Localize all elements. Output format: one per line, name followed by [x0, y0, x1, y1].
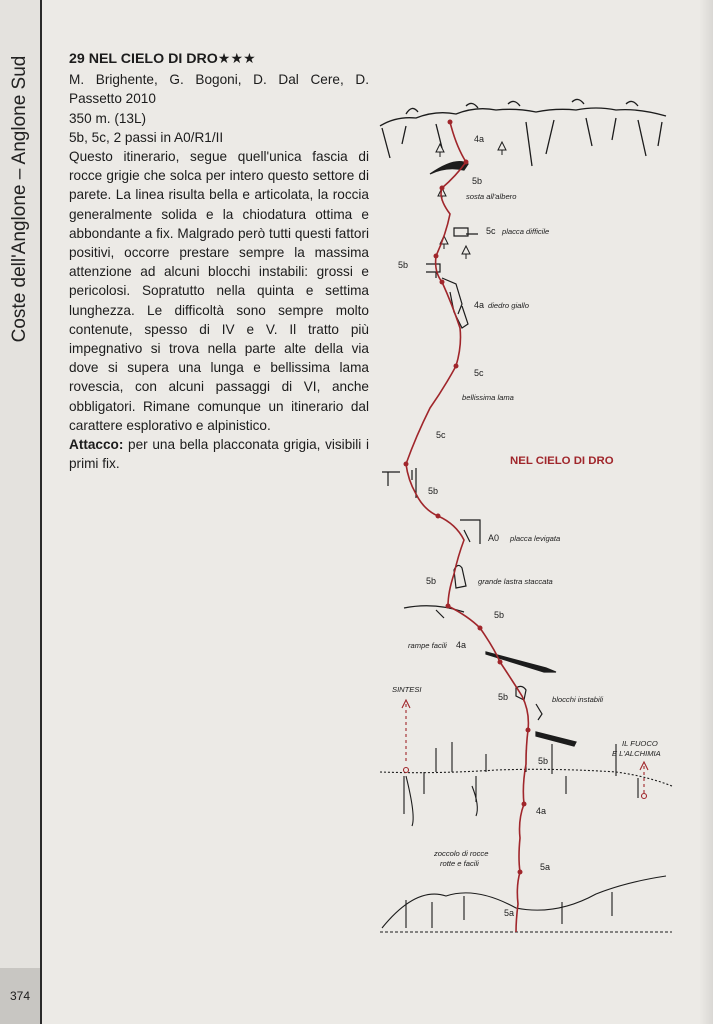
- attack-label: Attacco:: [69, 437, 124, 453]
- grade-label: 5b: [498, 692, 509, 702]
- grade-label: A0: [488, 533, 500, 543]
- annotation-zoccolo-line2: rotte e facili: [440, 859, 479, 868]
- grade-label: 5c: [474, 368, 484, 378]
- grade-label: 5a: [540, 862, 551, 872]
- rock-features: [382, 162, 576, 746]
- grade-label: 4a: [474, 300, 485, 310]
- page-number: 374: [0, 968, 40, 1024]
- base-terrain: [380, 876, 672, 932]
- page-curl-shadow: [699, 0, 713, 1024]
- route-grades: 5b, 5c, 2 passi in A0/R1/II: [69, 129, 224, 145]
- side-title-text: Coste dell'Anglone – Anglone Sud: [9, 55, 30, 343]
- grade-label: 5b: [472, 176, 483, 186]
- route-authors: M. Brighente, G. Bogoni, D. Dal Cere, D. Passetto 2010: [69, 72, 369, 107]
- attack-text: per una bella placconata grigia, visibili i primi fix.: [69, 437, 369, 472]
- grade-label: 5b: [398, 260, 409, 270]
- grade-label: 5b: [426, 576, 437, 586]
- route-length: 350 m. (13L): [69, 110, 147, 126]
- side-route-sintesi: [402, 700, 410, 773]
- route-title: [69, 50, 369, 69]
- annotation-fuoco-line2: E L'ALCHIMIA: [612, 749, 661, 758]
- annotation-fuoco-line1: IL FUOCO: [622, 739, 658, 748]
- grade-label: 5c: [436, 430, 446, 440]
- topo-route-name: NEL CIELO DI DRO: [510, 455, 614, 467]
- grade-label: 5c: [486, 226, 496, 236]
- grade-label: 5a: [504, 908, 515, 918]
- grade-label: 5b: [538, 756, 549, 766]
- side-route-fuoco: [640, 762, 648, 799]
- grade-label: 5b: [428, 486, 439, 496]
- annotation-placca-levigata: placca levigata: [510, 534, 561, 543]
- annotation-bellissima-lama: bellissima lama: [462, 393, 514, 402]
- summit-crest: [380, 99, 666, 166]
- annotation-zoccolo-line1: zoccolo di rocce: [434, 849, 489, 858]
- route-description-column: [69, 50, 369, 473]
- annotation-rampe-facili: rampe facili: [408, 641, 447, 650]
- annotation-blocchi-instabili: blocchi instabili: [552, 695, 604, 704]
- annotation-sintesi: SINTESI: [392, 685, 422, 694]
- pitch-grades: [398, 134, 550, 918]
- route-topo-diagram: [376, 96, 676, 941]
- annotation-grande-lastra: grande lastra staccata: [478, 577, 553, 586]
- route-description: Questo itinerario, segue quell'unica fascia di rocce grigie che solca per intero questo settore di parete. La linea risulta bella e articolata, la roccia generalmente solida e la chiodatura ottima e abbondante a fix. Malgrado però tutti questi fattori positivi, occorre prestare sempre la massima attenzione ad alcuni blocchi instabili: grossi e pericolosi. Sopratutto nella quinta e settima lunghezza. Le difficoltà sono sempre molto contenute, spesso di IV e V. Il tratto più impegnativo si trova nella parte alte della via dove si supera una lunga e bellissima lama rovescia, con alcuni passaggi di VI, anche obbligatori. Rimane comunque un itinerario dal carattere esplorativo e alpinistico.: [69, 149, 369, 433]
- grade-label: 4a: [474, 134, 485, 144]
- grade-label: 4a: [456, 640, 467, 650]
- grade-label: 5b: [494, 610, 505, 620]
- annotation-diedro-giallo: diedro giallo: [488, 301, 529, 310]
- route-attack: [69, 435, 369, 473]
- grade-label: 4a: [536, 806, 547, 816]
- route-line: [406, 122, 528, 932]
- annotation-placca-difficile: placca difficile: [502, 227, 550, 236]
- route-stars: ★★★: [217, 51, 256, 67]
- route-number-title: 29 NEL CIELO DI DRO: [69, 51, 218, 67]
- annotation-sosta-albero: sosta all'albero: [466, 192, 517, 201]
